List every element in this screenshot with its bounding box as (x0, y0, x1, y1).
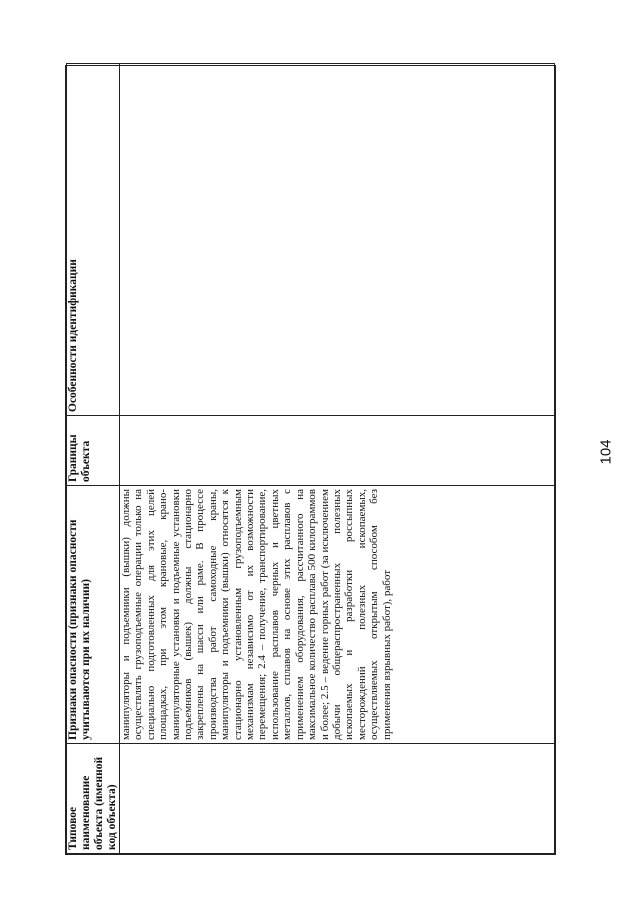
cell-object-boundaries (120, 416, 555, 486)
table-header-row (67, 64, 120, 854)
header-object-boundaries: Границы объекта (67, 416, 120, 486)
cell-object-name (120, 744, 555, 854)
identification-table (66, 63, 555, 854)
identification-table-wrapper (65, 65, 556, 855)
header-object-name: Типовое наименование объекта (именной код объекта) (67, 744, 120, 854)
header-hazard-signs: Признаки опасности (признаки опасности учитываются при их наличии) (67, 486, 120, 744)
table-row (120, 64, 555, 854)
header-identification-features: Особенности идентификации (67, 64, 120, 416)
cell-hazard-signs: манипуляторы и подъемники (вышки) должны осуществлять грузоподъемные операции только на специально подготовленных для этих целей площадках, при этом крановые, крано-манипуляторные установки и подъемные установки подъемников (вышек) должны стационарно закреплены на шасси или раме. В процессе производства работ самоходные краны, манипуляторы и подъемники (вышки) относятся к стационарно установленным грузоподъемным механизмам независимо от их возможности перемещения; 2.4 – получение, транспортирование, использование расплавов черных и цветных металлов, сплавов на основе этих расплавов с применением оборудования, рассчитанного на максимальное количество расплава 500 килограммов и более; 2.5 – ведение горных работ (за исключением добычи общераспространенных полезных ископаемых и разработки россыпных месторождений полезных ископаемых, осуществляемых открытым способом без применения взрывных работ), работ (120, 486, 555, 744)
cell-identification-features (120, 64, 555, 416)
